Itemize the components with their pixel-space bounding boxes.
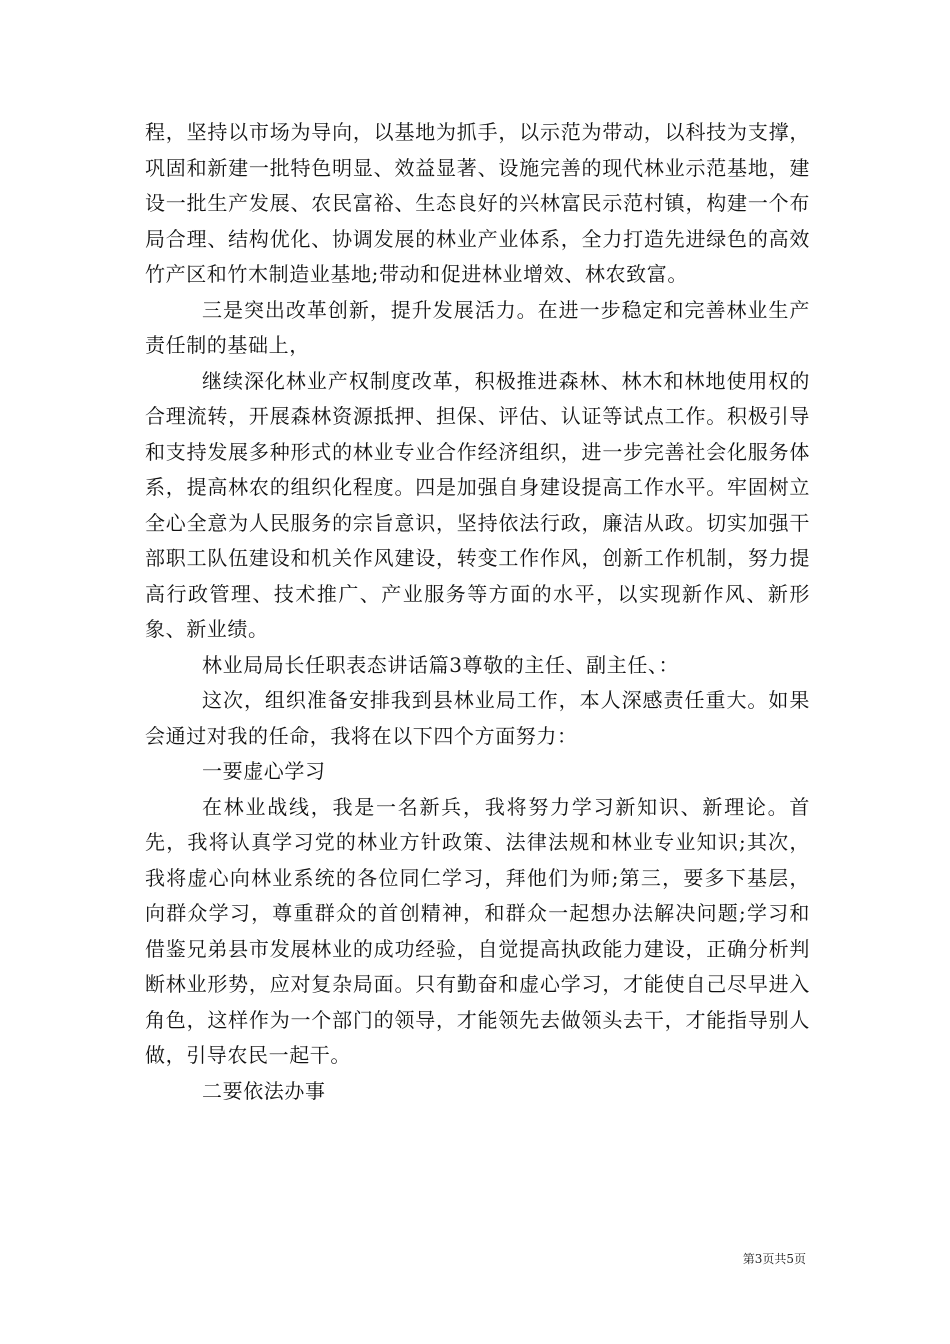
- section-heading-1: 一要虚心学习: [202, 759, 326, 783]
- section-heading-2: 二要依法办事: [202, 1078, 326, 1103]
- paragraph-5: 这次，组织准备安排我到县林业局工作，本人深感责任重大。如果会通过对我的任命，我将在以下四个方面努力：: [145, 688, 810, 748]
- paragraph-1: 程，坚持以市场为导向，以基地为抓手，以示范为带动，以科技为支撑，巩固和新建一批特色明显、效益显著、设施完善的现代林业示范基地，建设一批生产发展、农民富裕、生态良好的兴林富民示范村镇，构建一个布局合理、结构优化、协调发展的林业产业体系，全力打造先进绿色的高效竹产区和竹木制造业基地;带动和促进林业增效、林农致富。: [145, 120, 810, 286]
- paragraph-7: 在林业战线，我是一名新兵，我将努力学习新知识、新理论。首先，我将认真学习党的林业方针政策、法律法规和林业专业知识;其次，我将虚心向林业系统的各位同仁学习，拜他们为师;第三，要多下基层，向群众学习，尊重群众的首创精神，和群众一起想办法解决问题;学习和借鉴兄弟县市发展林业的成功经验，自觉提高执政能力建设，正确分析判断林业形势，应对复杂局面。只有勤奋和虚心学习，才能使自己尽早进入角色，这样作为一个部门的领导，才能领先去做领头去干，才能指导别人做，引导农民一起干。: [145, 794, 810, 1067]
- page-number: 第3页共5页: [742, 1252, 806, 1266]
- paragraph-3: 继续深化林业产权制度改革，积极推进森林、林木和林地使用权的合理流转，开展森林资源抵押、担保、评估、认证等试点工作。积极引导和支持发展多种形式的林业专业合作经济组织，进一步完善社会化服务体系，提高林农的组织化程度。四是加强自身建设提高工作水平。牢固树立全心全意为人民服务的宗旨意识，坚持依法行政，廉洁从政。切实加强干部职工队伍建设和机关作风建设，转变工作作风，创新工作机制，努力提高行政管理、技术推广、产业服务等方面的水平，以实现新作风、新形象、新业绩。: [145, 368, 810, 641]
- paragraph-4-heading: 林业局局长任职表态讲话篇3尊敬的主任、副主任、：: [202, 652, 680, 677]
- paragraph-2: 三是突出改革创新，提升发展活力。在进一步稳定和完善林业生产责任制的基础上，: [145, 297, 810, 357]
- document-body: [145, 115, 810, 1109]
